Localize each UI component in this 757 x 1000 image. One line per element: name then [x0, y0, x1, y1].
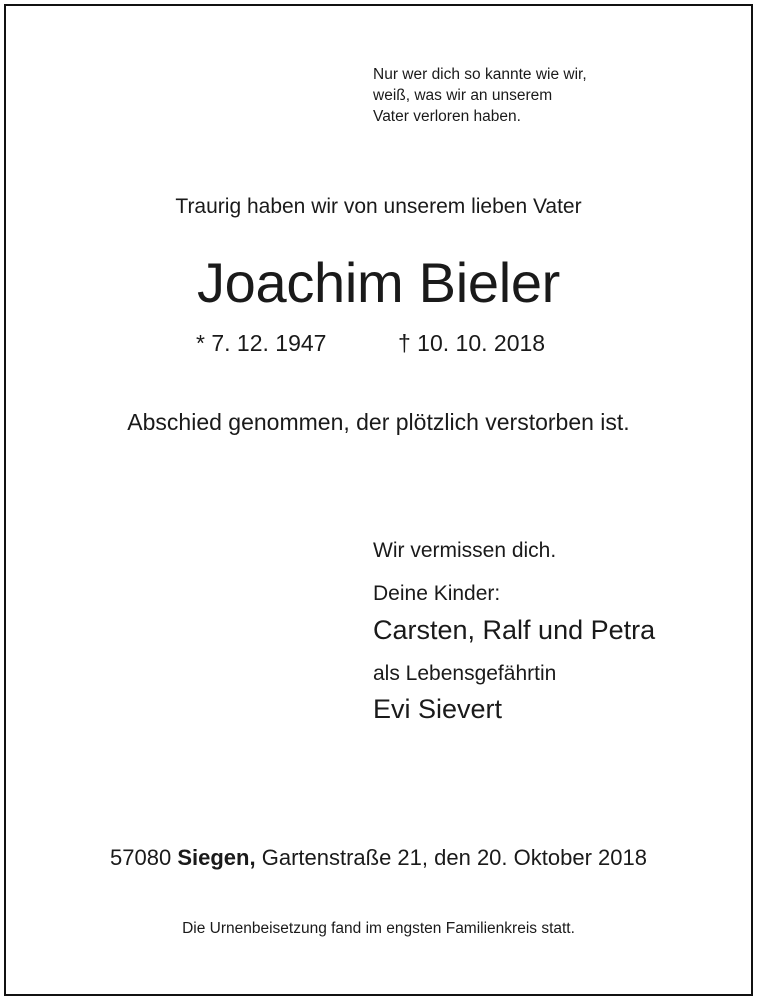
intro-text: Traurig haben wir von unserem lieben Vater: [175, 195, 582, 218]
miss-text: Wir vermissen dich.: [373, 539, 557, 562]
death-date: † 10. 10. 2018: [398, 330, 546, 356]
birth-date: * 7. 12. 1947: [196, 330, 327, 356]
motto-line-2: weiß, was wir an unserem: [373, 87, 553, 104]
farewell-text: Abschied genommen, der plötzlich verstorben ist.: [127, 409, 630, 435]
burial-note: Die Urnenbeisetzung fand im engsten Familienkreis statt.: [182, 920, 575, 937]
children-label: Deine Kinder:: [373, 582, 501, 605]
address-street-date: Gartenstraße 21, den 20. Oktober 2018: [261, 845, 647, 870]
partner-name: Evi Sievert: [373, 694, 503, 724]
deceased-name: Joachim Bieler: [196, 251, 561, 314]
address-city: Siegen,: [177, 845, 256, 870]
motto-line-3: Vater verloren haben.: [373, 108, 521, 125]
address-zip: 57080: [110, 845, 172, 870]
address-line: [0, 845, 757, 871]
motto-line-1: Nur wer dich so kannte wie wir,: [373, 66, 587, 83]
family-block: [373, 536, 743, 727]
partner-label: als Lebensgefährtin: [373, 662, 557, 685]
motto-quote: [373, 64, 713, 127]
children-names: Carsten, Ralf und Petra: [373, 615, 656, 645]
